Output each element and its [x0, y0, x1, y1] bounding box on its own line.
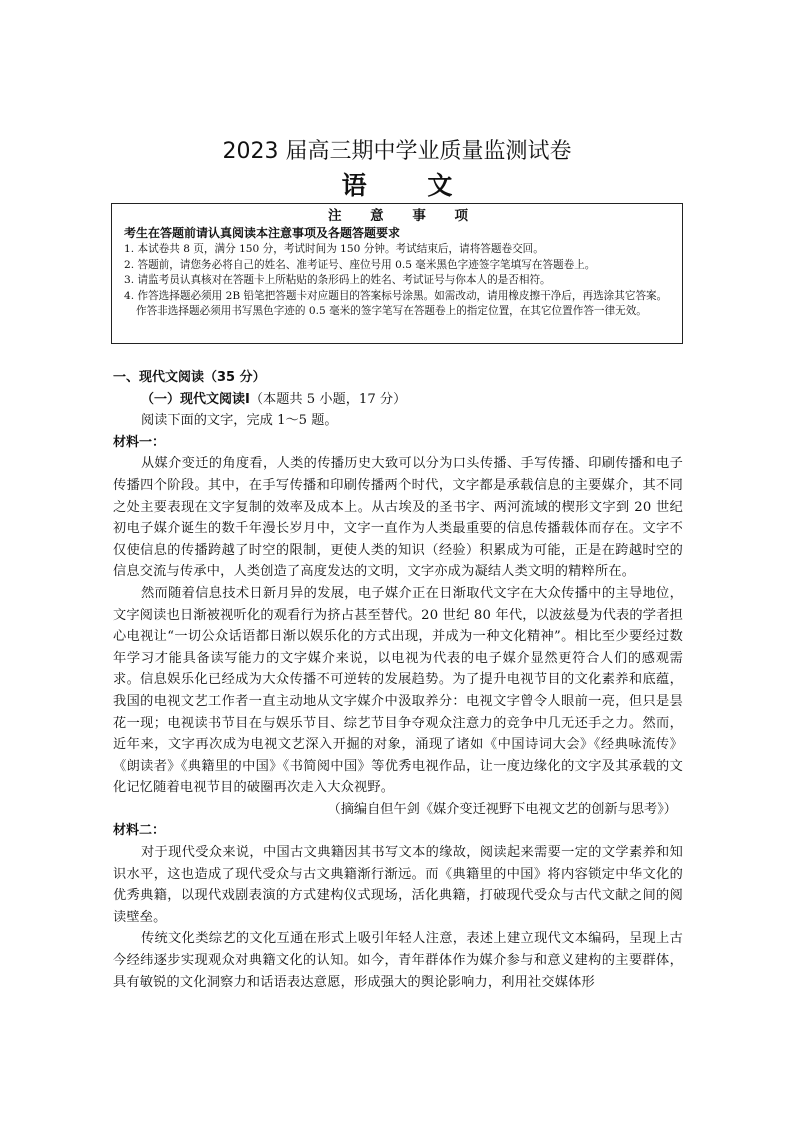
notice-box	[111, 203, 683, 344]
notice-subtitle: 考生在答题前请认真阅读本注意事项及各题答题要求	[124, 226, 401, 240]
material1-paragraph: 然而随着信息技术日新月异的发展，电子媒介正在日渐取代文字在大众传播中的主导地位，文字阅读也日渐被视听化的观看行为挤占甚至替代。20 世纪 80 年代，以波兹曼为代表的学者担心电视让“一切公众话语都日渐以娱乐化的方式出现，并成为一种文化精神”。相比至少要经过数年学习才能具备读写能力的文字媒介来说，以电视为代表的电子媒介显然更符合人们的感观需求。信息娱乐化已经成为大众传播不可逆转的发展趋势。为了提升电视节目的文化素养和底蕴，我国的电视文艺工作者一直主动地从文字媒介中汲取养分：电视文字曾令人眼前一亮，但只是昙花一现；电视读书节目在与娱乐节目、综艺节目争夺观众注意力的竞争中几无还手之力。然而，近年来，文字再次成为电视文艺深入开掘的对象，涌现了诸如《中国诗词大会》《经典咏流传》《朗读者》《典籍里的中国》《书简阅中国》等优秀电视作品，让一度边缘化的文字及其承载的文化记忆随着电视节目的破圈再次走入大众视野。	[113, 585, 683, 796]
material1-source: （摘编自但午剑《媒介变迁视野下电视文艺的创新与思考》）	[327, 801, 677, 817]
material1-paragraph: 从媒介变迁的角度看，人类的传播历史大致可以分为口头传播、手写传播、印刷传播和电子传播四个阶段。其中，在手写传播和印刷传播两个时代，文字都是承载信息的主要媒介，其不同之处主要表现在文字复制的效率及成本上。从古埃及的圣书字、两河流域的楔形文字到 20 世纪初电子媒介诞生的数千年漫长岁月中，文字一直作为人类最重要的信息传播载体而存在。文字不仅使信息的传播跨越了时空的限制，更使人类的知识（经验）积累成为可能，正是在跨越时空的信息交流与传承中，人类创造了高度发达的文明，文字亦成为凝结人类文明的精粹所在。	[113, 456, 683, 580]
subsection-note: （本题共 5 小题，17 分）	[249, 391, 407, 407]
instruction: 阅读下面的文字，完成 1～5 题。	[141, 413, 338, 429]
subsection-heading	[113, 389, 683, 411]
notice-item-1: 1. 本试卷共 8 页，满分 150 分，考试时间为 150 分钟。考试结束后，请将答题卷交回。	[124, 243, 544, 255]
material2-paragraph: 传统文化类综艺的文化互通在形式上吸引年轻人注意，表述上建立现代文本编码，呈现上古今经纬逐步实现观众对典籍文化的认知。如今，青年群体作为媒介参与和意义建构的主要群体，具有敏锐的文化洞察力和话语表达意愿，形成强大的舆论影响力，利用社交媒体形	[113, 931, 683, 990]
subject-title: 语 文	[341, 171, 479, 200]
exam-title: 2023 届高三期中学业质量监测试卷	[222, 139, 572, 164]
notice-item-4: 4. 作答选择题必须用 2B 铅笔把答题卡对应题目的答案标号涂黑。如需改动，请用橡皮擦干净后，再选涂其它答案。作答非选择题必须用书写黑色字迹的 0.5 毫米的签字笔写在答题卷上的指定位置，在其它位置作答一律无效。	[124, 289, 668, 318]
reading-section	[113, 367, 683, 993]
notice-item-3: 3. 请监考员认真核对在答题卡上所粘贴的条形码上的姓名、考试证号与你本人的是否相符。	[124, 274, 551, 287]
notice-item-2: 2. 答题前，请您务必将自己的姓名、准考证号、座位号用 0.5 毫米黑色字迹签字笔填写在答题卷上。	[124, 258, 596, 271]
section-heading: 一、现代文阅读（35 分）	[113, 370, 266, 385]
material1-heading: 材料一：	[113, 434, 166, 450]
material2-heading: 材料二：	[113, 823, 166, 839]
subsection-title: （一）现代文阅读Ⅰ	[141, 391, 250, 407]
material2-paragraph: 对于现代受众来说，中国古文典籍因其书写文本的缘故，阅读起来需要一定的文学素养和知识水平，这也造成了现代受众与古文典籍渐行渐远。而《典籍里的中国》将内容锁定中华文化的优秀典籍，以现代戏剧表演的方式建构仪式现场，活化典籍，打破现代受众与古代文献之间的阅读壁垒。	[113, 845, 683, 925]
notice-title: 注 意 事 项	[327, 208, 481, 224]
